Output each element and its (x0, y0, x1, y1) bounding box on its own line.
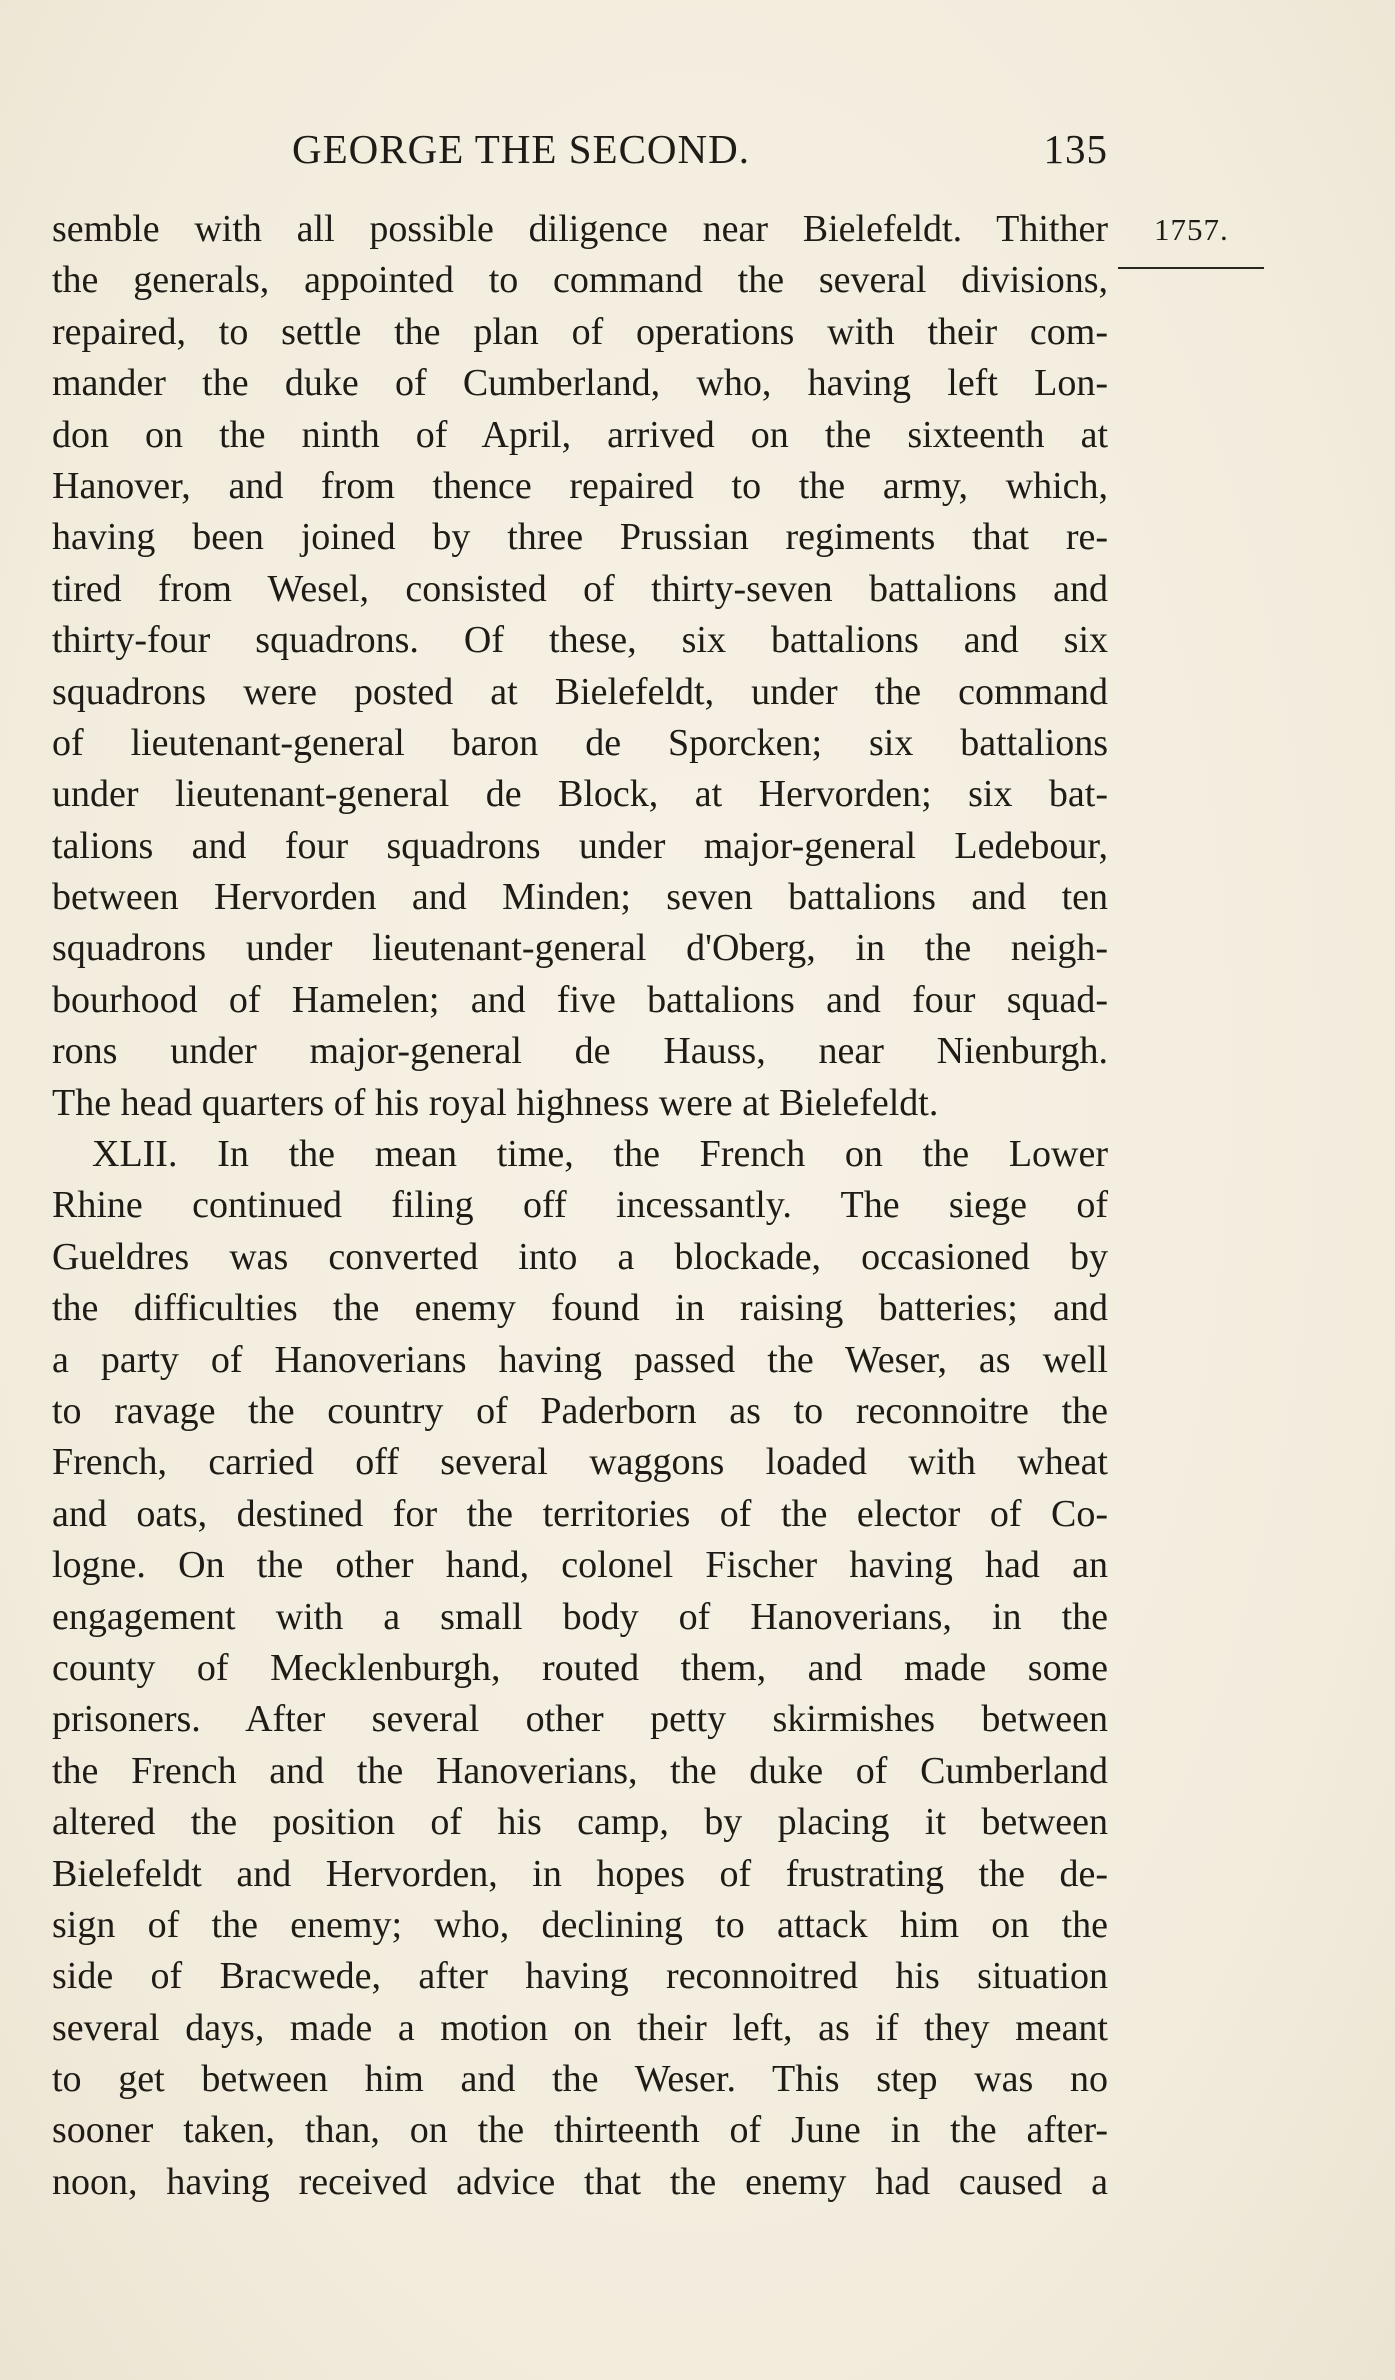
running-title: GEORGE THE SECOND. (292, 126, 750, 172)
text-line: under lieutenant-general de Block, at Hervorden; six bat- (52, 773, 1108, 816)
text-line: the French and the Hanoverians, the duke of Cumberland (52, 1749, 1108, 1792)
text-line: tired from Wesel, consisted of thirty-seven battalions and (52, 567, 1108, 610)
body-text (52, 204, 1108, 2208)
text-line: a party of Hanoverians having passed the Weser, as well (52, 1338, 1108, 1381)
text-line: don on the ninth of April, arrived on the sixteenth at (52, 413, 1108, 456)
text-line: the generals, appointed to command the several divisions, (52, 259, 1108, 302)
text-line: semble with all possible diligence near Bielefeldt. Thither (52, 208, 1108, 250)
text-line: side of Bracwede, after having reconnoitred his situation (52, 1955, 1108, 1998)
text-line: Rhine continued filing off incessantly. The siege of (52, 1184, 1108, 1227)
text-line: squadrons were posted at Bielefeldt, under the command (52, 670, 1108, 713)
text-line: several days, made a motion on their left, as if they meant (52, 2006, 1108, 2049)
text-line: between Hervorden and Minden; seven battalions and ten (52, 876, 1108, 919)
margin-rule (1118, 267, 1264, 269)
text-line: to ravage the country of Paderborn as to reconnoitre the (52, 1389, 1108, 1432)
text-line: bourhood of Hamelen; and five battalions and four squad- (52, 978, 1108, 1021)
text-line: to get between him and the Weser. This step was no (52, 2058, 1108, 2101)
text-line: Hanover, and from thence repaired to the army, which, (52, 464, 1108, 507)
running-head (292, 125, 1108, 175)
text-line: the difficulties the enemy found in raising batteries; and (52, 1287, 1108, 1330)
text-line: noon, having received advice that the enemy had caused a (52, 2160, 1108, 2203)
text-line: mander the duke of Cumberland, who, having left Lon- (52, 362, 1108, 405)
text-line: rons under major-general de Hauss, near Nienburgh. (52, 1030, 1108, 1073)
text-line: squadrons under lieutenant-general d'Oberg, in the neigh- (52, 927, 1108, 970)
text-line: altered the position of his camp, by placing it between (52, 1801, 1108, 1844)
text-line: The head quarters of his royal highness were at Bielefeldt. (52, 1081, 939, 1124)
margin-year-note: 1757. (1154, 212, 1229, 247)
text-line: thirty-four squadrons. Of these, six battalions and six (52, 619, 1108, 662)
text-line: talions and four squadrons under major-general Ledebour, (52, 824, 1108, 867)
text-line: sooner taken, than, on the thirteenth of June in the after- (52, 2109, 1108, 2152)
text-line: logne. On the other hand, colonel Fischer having had an (52, 1544, 1108, 1587)
section-start-line: XLII. In the mean time, the French on the Lower (92, 1133, 1108, 1176)
text-line: prisoners. After several other petty skirmishes between (52, 1698, 1108, 1741)
text-line: Bielefeldt and Hervorden, in hopes of frustrating the de- (52, 1852, 1108, 1895)
text-line: engagement with a small body of Hanoverians, in the (52, 1595, 1108, 1638)
text-line: having been joined by three Prussian regiments that re- (52, 516, 1108, 559)
text-line: and oats, destined for the territories of the elector of Co- (52, 1492, 1108, 1535)
text-line: French, carried off several waggons loaded with wheat (52, 1441, 1108, 1484)
text-line: Gueldres was converted into a blockade, occasioned by (52, 1235, 1108, 1278)
text-line: repaired, to settle the plan of operations with their com- (52, 310, 1108, 353)
page-number: 135 (1043, 126, 1108, 172)
text-line: sign of the enemy; who, declining to attack him on the (52, 1903, 1108, 1946)
text-line: of lieutenant-general baron de Sporcken; six battalions (52, 721, 1108, 764)
text-line: county of Mecklenburgh, routed them, and made some (52, 1646, 1108, 1689)
